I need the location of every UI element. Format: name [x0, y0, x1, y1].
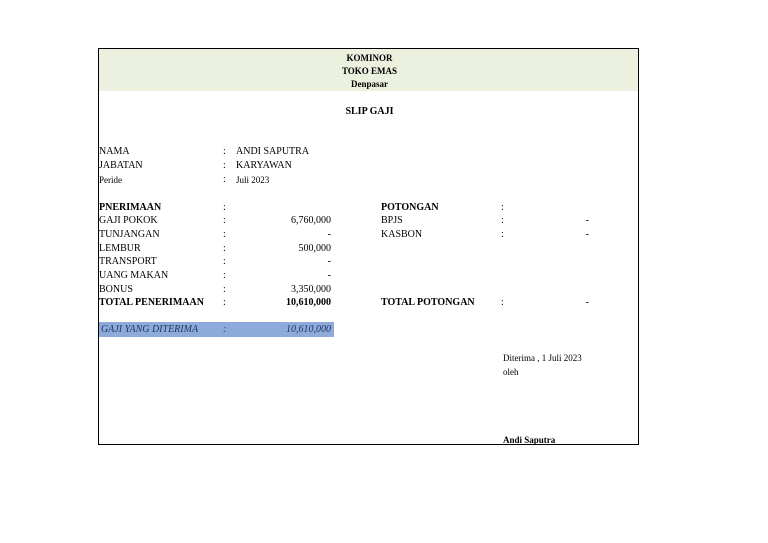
- income-value-allowance: -: [327, 229, 331, 240]
- income-value-bonus: 3,350,000: [291, 284, 331, 295]
- salary-slip: [98, 48, 639, 445]
- income-heading-separator: :: [223, 202, 226, 213]
- name-separator: :: [223, 146, 226, 157]
- deductions-heading-separator: :: [501, 202, 504, 213]
- income-label-overtime: LEMBUR: [99, 243, 141, 254]
- income-sep: :: [223, 243, 226, 254]
- period-label: Peride: [99, 175, 122, 185]
- company-name: KOMINOR: [346, 53, 393, 63]
- deduction-sep: :: [501, 215, 504, 226]
- income-heading: PNERIMAAN: [99, 202, 162, 213]
- income-value-overtime: 500,000: [298, 243, 331, 254]
- deduction-sep: :: [501, 229, 504, 240]
- net-salary-value: 10,610,000: [286, 324, 331, 335]
- income-label-allowance: TUNJANGAN: [99, 229, 160, 240]
- deductions-total-separator: :: [501, 297, 504, 308]
- income-label-transport: TRANSPORT: [99, 256, 157, 267]
- income-total-label: TOTAL PENERIMAAN: [99, 297, 204, 308]
- income-sep: :: [223, 270, 226, 281]
- income-label-meal: UANG MAKAN: [99, 270, 169, 281]
- name-value: ANDI SAPUTRA: [236, 146, 310, 157]
- income-total-separator: :: [223, 297, 226, 308]
- slip-title: SLIP GAJI: [345, 106, 394, 117]
- income-sep: :: [223, 215, 226, 226]
- period-value: Juli 2023: [236, 175, 270, 185]
- received-date: Diterima , 1 Juli 2023: [503, 353, 582, 363]
- deductions-total-label: TOTAL POTONGAN: [381, 297, 475, 308]
- income-value-transport: -: [327, 256, 331, 267]
- deductions-heading: POTONGAN: [381, 202, 439, 213]
- income-label-basic: GAJI POKOK: [99, 215, 158, 226]
- deduction-value-bpjs: -: [585, 215, 589, 226]
- received-by: oleh: [503, 367, 519, 377]
- name-label: NAMA: [99, 146, 130, 157]
- income-value-basic: 6,760,000: [291, 215, 331, 226]
- period-separator: :: [223, 174, 226, 185]
- income-sep: :: [223, 284, 226, 295]
- deductions-total-value: -: [585, 297, 589, 308]
- position-separator: :: [223, 160, 226, 171]
- deduction-value-kasbon: -: [585, 229, 589, 240]
- income-label-bonus: BONUS: [99, 284, 133, 295]
- store-name: TOKO EMAS: [341, 66, 398, 76]
- income-sep: :: [223, 256, 226, 267]
- income-total-value: 10,610,000: [286, 297, 331, 308]
- net-salary-label: GAJI YANG DITERIMA: [101, 324, 199, 335]
- city-name: Denpasar: [350, 79, 388, 89]
- position-label: JABATAN: [99, 160, 143, 171]
- net-salary-separator: :: [223, 324, 227, 335]
- deduction-label-bpjs: BPJS: [381, 215, 403, 226]
- signatory-name: Andi Saputra: [503, 435, 556, 445]
- income-sep: :: [223, 229, 226, 240]
- position-value: KARYAWAN: [236, 160, 292, 171]
- deduction-label-kasbon: KASBON: [381, 229, 423, 240]
- income-value-meal: -: [327, 270, 331, 281]
